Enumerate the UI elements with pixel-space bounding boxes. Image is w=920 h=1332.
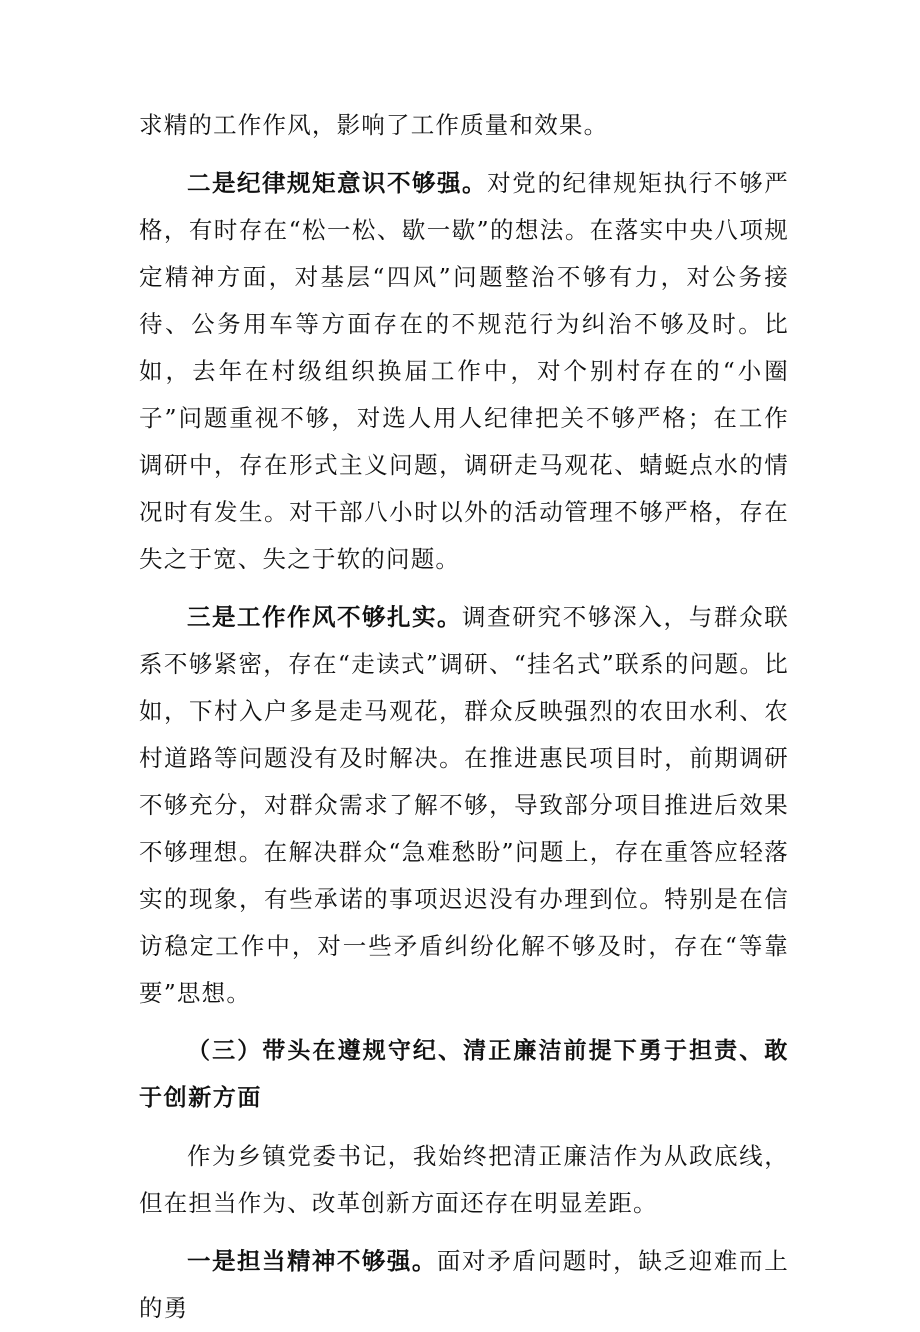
paragraph-text: 求精的工作作风，影响了工作质量和效果。 xyxy=(139,111,609,139)
paragraph-work-style xyxy=(139,594,789,1017)
paragraph-responsibility xyxy=(139,1238,789,1332)
paragraph-text: 调查研究不够深入，与群众联系不够紧密，存在“走读式”调研、“挂名式”联系的问题。比如，下村入户多是走马观花，群众反映强烈的农田水利、农村道路等问题没有及时解决。在推进惠民项目时，前期调研不够充分，对群众需求了解不够，导致部分项目推进后效果不够理想。在解决群众“急难愁盼”问题上，存在重答应轻落实的现象，有些承诺的事项迟迟没有办理到位。特别是在信访稳定工作中，对一些矛盾纠纷化解不够及时，存在“等靠要”思想。 xyxy=(139,603,789,1007)
paragraph-discipline xyxy=(139,160,789,583)
paragraph-lead: 三是工作作风不够扎实。 xyxy=(187,603,462,631)
paragraph-lead: 一是担当精神不够强。 xyxy=(187,1247,437,1275)
paragraph-intro xyxy=(139,1133,789,1227)
document-body xyxy=(139,102,789,1332)
paragraph-lead: 二是纪律规矩意识不够强。 xyxy=(187,169,488,197)
section-heading: （三）带头在遵规守纪、清正廉洁前提下勇于担责、敢于创新方面 xyxy=(139,1038,789,1111)
paragraph-text: 对党的纪律规矩执行不够严格，有时存在“松一松、歇一歇”的想法。在落实中央八项规定精神方面，对基层“四风”问题整治不够有力，对公务接待、公务用车等方面存在的不规范行为纠治不够及时。比如，去年在村级组织换届工作中，对个别村存在的“小圈子”问题重视不够，对选人用人纪律把关不够严格；在工作调研中，存在形式主义问题，调研走马观花、蜻蜓点水的情况时有发生。对干部八小时以外的活动管理不够严格，存在失之于宽、失之于软的问题。 xyxy=(139,169,790,573)
paragraph-text: 面对矛盾问题时，缺乏迎难而上的勇 xyxy=(139,1247,789,1322)
paragraph-continuation xyxy=(139,102,789,149)
paragraph-text: 作为乡镇党委书记，我始终把清正廉洁作为从政底线，但在担当作为、改革创新方面还存在明显差距。 xyxy=(139,1142,789,1217)
